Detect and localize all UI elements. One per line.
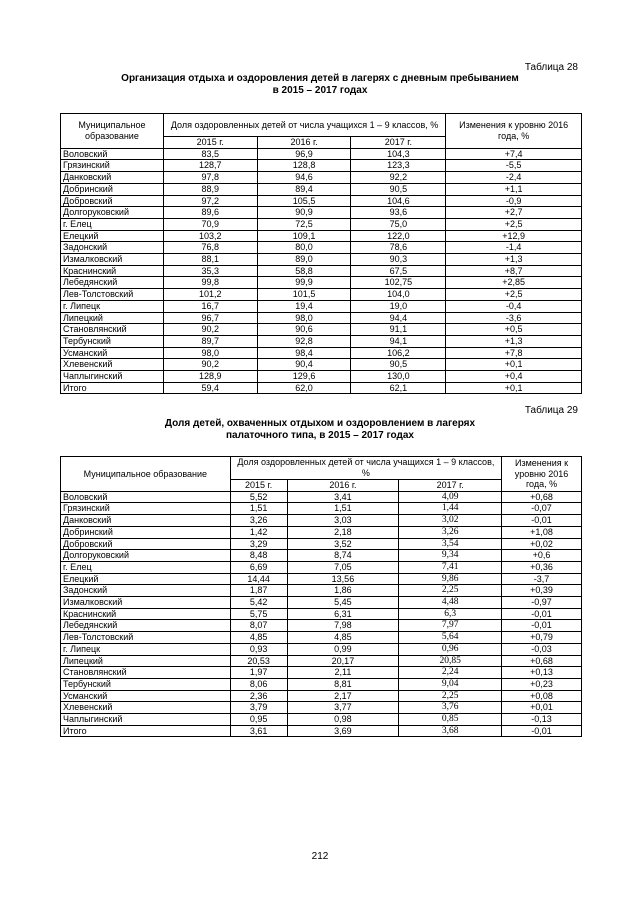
table-row: [61, 300, 582, 312]
page-number: 212: [311, 851, 329, 862]
value-2017-cell: 102,75: [351, 277, 446, 289]
value-2016-cell: 2,18: [287, 526, 399, 538]
value-2016-cell: 5,45: [287, 597, 399, 609]
table-row: [61, 678, 582, 690]
change-cell: -3,7: [502, 573, 582, 585]
table-row: [61, 347, 582, 359]
table-row: [61, 172, 582, 184]
municipality-cell: Чаплыгинский: [61, 714, 231, 726]
table29-year-2015: 2015 г.: [230, 480, 287, 492]
value-2015-cell: 89,6: [163, 207, 257, 219]
value-2017-cell: 7,97: [399, 620, 502, 632]
table-row: [61, 335, 582, 347]
table28: [60, 113, 582, 394]
value-2015-cell: 1,97: [230, 667, 287, 679]
municipality-cell: Итого: [61, 382, 164, 394]
value-2016-cell: 89,4: [257, 183, 351, 195]
value-2016-cell: 19,4: [257, 300, 351, 312]
value-2017-cell: 130,0: [351, 371, 446, 383]
value-2015-cell: 20,53: [230, 655, 287, 667]
change-cell: +0,01: [502, 702, 582, 714]
municipality-cell: Краснинский: [61, 265, 164, 277]
value-2017-cell: 92,2: [351, 172, 446, 184]
value-2017-cell: 90,5: [351, 183, 446, 195]
municipality-cell: Тербунский: [61, 335, 164, 347]
change-cell: +1,08: [502, 526, 582, 538]
value-2015-cell: 5,75: [230, 608, 287, 620]
table-row: [61, 655, 582, 667]
municipality-cell: Становлянский: [61, 667, 231, 679]
value-2017-cell: 78,6: [351, 242, 446, 254]
value-2017-cell: 3,68: [399, 725, 502, 737]
table-row: [61, 597, 582, 609]
table-row: [61, 359, 582, 371]
value-2017-cell: 0,96: [399, 643, 502, 655]
table-row: [61, 265, 582, 277]
table-row: [61, 690, 582, 702]
value-2015-cell: 1,87: [230, 585, 287, 597]
value-2016-cell: 3,77: [287, 702, 399, 714]
value-2015-cell: 88,9: [163, 183, 257, 195]
table-row: [61, 148, 582, 160]
value-2016-cell: 109,1: [257, 230, 351, 242]
table-row: [61, 324, 582, 336]
value-2015-cell: 97,8: [163, 172, 257, 184]
change-cell: +0,1: [446, 382, 582, 394]
municipality-cell: Долгоруковский: [61, 550, 231, 562]
change-cell: +0,23: [502, 678, 582, 690]
change-cell: +0,02: [502, 538, 582, 550]
municipality-cell: Усманский: [61, 690, 231, 702]
municipality-cell: Воловский: [61, 148, 164, 160]
table-row: [61, 503, 582, 515]
value-2016-cell: 62,0: [257, 382, 351, 394]
value-2015-cell: 1,51: [230, 503, 287, 515]
value-2015-cell: 3,29: [230, 538, 287, 550]
value-2015-cell: 6,69: [230, 561, 287, 573]
value-2016-cell: 129,6: [257, 371, 351, 383]
value-2017-cell: 106,2: [351, 347, 446, 359]
table-row: [61, 561, 582, 573]
change-cell: -2,4: [446, 172, 582, 184]
value-2015-cell: 5,52: [230, 491, 287, 503]
value-2017-cell: 5,64: [399, 632, 502, 644]
table-row: [61, 371, 582, 383]
value-2017-cell: 9,34: [399, 550, 502, 562]
value-2016-cell: 2,11: [287, 667, 399, 679]
table-row: [61, 218, 582, 230]
value-2017-cell: 62,1: [351, 382, 446, 394]
value-2016-cell: 90,6: [257, 324, 351, 336]
value-2016-cell: 8,81: [287, 678, 399, 690]
change-cell: +2,7: [446, 207, 582, 219]
value-2016-cell: 96,9: [257, 148, 351, 160]
municipality-cell: Лебедянский: [61, 620, 231, 632]
value-2015-cell: 70,9: [163, 218, 257, 230]
value-2015-cell: 3,79: [230, 702, 287, 714]
value-2015-cell: 8,06: [230, 678, 287, 690]
municipality-cell: Измалковский: [61, 597, 231, 609]
change-cell: -0,01: [502, 608, 582, 620]
value-2017-cell: 3,26: [399, 526, 502, 538]
municipality-cell: Итого: [61, 725, 231, 737]
table-row: [61, 702, 582, 714]
table29-title-line1: Доля детей, охваченных отдыхом и оздоровлением в лагерях: [164, 418, 476, 429]
value-2015-cell: 59,4: [163, 382, 257, 394]
value-2016-cell: 89,0: [257, 254, 351, 266]
value-2017-cell: 7,41: [399, 561, 502, 573]
table-row: [61, 714, 582, 726]
table-row: [61, 312, 582, 324]
table28-year-2017: 2017 г.: [351, 137, 446, 149]
table28-year-2016: 2016 г.: [257, 137, 351, 149]
value-2016-cell: 98,0: [257, 312, 351, 324]
municipality-cell: Данковский: [61, 172, 164, 184]
table28-title-line2: в 2015 – 2017 годах: [272, 85, 368, 96]
change-cell: -0,03: [502, 643, 582, 655]
table-row: [61, 667, 582, 679]
change-cell: +1,1: [446, 183, 582, 195]
value-2015-cell: 99,8: [163, 277, 257, 289]
table29-year-2017: 2017 г.: [399, 480, 502, 492]
value-2017-cell: 3,54: [399, 538, 502, 550]
municipality-cell: г. Елец: [61, 218, 164, 230]
change-cell: +2,5: [446, 289, 582, 301]
change-cell: +0,39: [502, 585, 582, 597]
value-2017-cell: 0,85: [399, 714, 502, 726]
change-cell: +0,68: [502, 491, 582, 503]
value-2016-cell: 101,5: [257, 289, 351, 301]
table-row: [61, 207, 582, 219]
value-2016-cell: 92,8: [257, 335, 351, 347]
table29-label: Таблица 29: [524, 405, 578, 416]
change-cell: +0,08: [502, 690, 582, 702]
municipality-cell: Воловский: [61, 491, 231, 503]
value-2017-cell: 19,0: [351, 300, 446, 312]
value-2017-cell: 2,24: [399, 667, 502, 679]
change-cell: +1,3: [446, 335, 582, 347]
value-2015-cell: 35,3: [163, 265, 257, 277]
change-cell: -5,5: [446, 160, 582, 172]
value-2016-cell: 72,5: [257, 218, 351, 230]
value-2017-cell: 104,6: [351, 195, 446, 207]
value-2016-cell: 3,52: [287, 538, 399, 550]
municipality-cell: Усманский: [61, 347, 164, 359]
value-2017-cell: 75,0: [351, 218, 446, 230]
municipality-cell: Липецкий: [61, 655, 231, 667]
value-2016-cell: 7,05: [287, 561, 399, 573]
municipality-cell: Задонский: [61, 585, 231, 597]
municipality-cell: Грязинский: [61, 503, 231, 515]
value-2016-cell: 128,8: [257, 160, 351, 172]
value-2015-cell: 0,93: [230, 643, 287, 655]
value-2015-cell: 3,26: [230, 515, 287, 527]
change-cell: -0,01: [502, 620, 582, 632]
table28-header-municipality: Муниципальное образование: [61, 114, 164, 149]
municipality-cell: Хлевенский: [61, 702, 231, 714]
value-2015-cell: 90,2: [163, 359, 257, 371]
table-row: [61, 277, 582, 289]
value-2015-cell: 5,42: [230, 597, 287, 609]
value-2016-cell: 58,8: [257, 265, 351, 277]
table-row: [61, 382, 582, 394]
table-row: [61, 526, 582, 538]
municipality-cell: Липецкий: [61, 312, 164, 324]
table29-header-change: Изменения к уровню 2016 года, %: [502, 457, 582, 492]
value-2017-cell: 122,0: [351, 230, 446, 242]
table-row: [61, 515, 582, 527]
municipality-cell: Елецкий: [61, 230, 164, 242]
value-2017-cell: 1,44: [399, 503, 502, 515]
table-row: [61, 620, 582, 632]
table29: [60, 456, 582, 737]
table-row: [61, 160, 582, 172]
value-2015-cell: 8,07: [230, 620, 287, 632]
table-row: [61, 254, 582, 266]
value-2017-cell: 9,86: [399, 573, 502, 585]
table29-year-2016: 2016 г.: [287, 480, 399, 492]
municipality-cell: Хлевенский: [61, 359, 164, 371]
value-2016-cell: 6,31: [287, 608, 399, 620]
change-cell: -0,97: [502, 597, 582, 609]
municipality-cell: Лебедянский: [61, 277, 164, 289]
value-2015-cell: 4,85: [230, 632, 287, 644]
value-2017-cell: 2,25: [399, 585, 502, 597]
value-2015-cell: 128,7: [163, 160, 257, 172]
change-cell: +2,5: [446, 218, 582, 230]
value-2015-cell: 2,36: [230, 690, 287, 702]
value-2016-cell: 1,51: [287, 503, 399, 515]
value-2017-cell: 94,4: [351, 312, 446, 324]
value-2015-cell: 96,7: [163, 312, 257, 324]
table-row: [61, 538, 582, 550]
value-2015-cell: 103,2: [163, 230, 257, 242]
table-row: [61, 195, 582, 207]
value-2016-cell: 90,4: [257, 359, 351, 371]
table-row: [61, 725, 582, 737]
value-2017-cell: 94,1: [351, 335, 446, 347]
value-2016-cell: 8,74: [287, 550, 399, 562]
table29-header-municipality: Муниципальное образование: [61, 457, 231, 492]
table28-year-2015: 2015 г.: [163, 137, 257, 149]
table28-body: [61, 148, 582, 394]
municipality-cell: Добринский: [61, 183, 164, 195]
change-cell: +0,4: [446, 371, 582, 383]
change-cell: +1,3: [446, 254, 582, 266]
change-cell: -0,13: [502, 714, 582, 726]
change-cell: -3,6: [446, 312, 582, 324]
value-2015-cell: 1,42: [230, 526, 287, 538]
table-row: [61, 242, 582, 254]
value-2015-cell: 16,7: [163, 300, 257, 312]
municipality-cell: Добровский: [61, 195, 164, 207]
value-2017-cell: 4,09: [399, 491, 502, 503]
value-2015-cell: 8,48: [230, 550, 287, 562]
value-2016-cell: 7,98: [287, 620, 399, 632]
change-cell: +0,36: [502, 561, 582, 573]
change-cell: -0,07: [502, 503, 582, 515]
value-2016-cell: 13,56: [287, 573, 399, 585]
value-2017-cell: 2,25: [399, 690, 502, 702]
value-2017-cell: 6,3: [399, 608, 502, 620]
table-row: [61, 585, 582, 597]
table-row: [61, 491, 582, 503]
table-row: [61, 632, 582, 644]
value-2016-cell: 94,6: [257, 172, 351, 184]
value-2015-cell: 128,9: [163, 371, 257, 383]
value-2015-cell: 14,44: [230, 573, 287, 585]
table29-title-line2: палаточного типа, в 2015 – 2017 годах: [225, 430, 414, 441]
value-2015-cell: 88,1: [163, 254, 257, 266]
municipality-cell: Измалковский: [61, 254, 164, 266]
value-2016-cell: 1,86: [287, 585, 399, 597]
value-2015-cell: 0,95: [230, 714, 287, 726]
table28-label: Таблица 28: [524, 62, 578, 73]
change-cell: -0,01: [502, 515, 582, 527]
change-cell: -1,4: [446, 242, 582, 254]
change-cell: +12,9: [446, 230, 582, 242]
value-2016-cell: 0,98: [287, 714, 399, 726]
change-cell: +0,5: [446, 324, 582, 336]
value-2016-cell: 3,69: [287, 725, 399, 737]
table28-header-share: Доля оздоровленных детей от числа учащихся 1 – 9 классов, %: [163, 114, 445, 137]
table29-title: [60, 418, 580, 442]
table-row: [61, 573, 582, 585]
change-cell: +0,13: [502, 667, 582, 679]
municipality-cell: Лев-Толстовский: [61, 632, 231, 644]
municipality-cell: Долгоруковский: [61, 207, 164, 219]
municipality-cell: Добринский: [61, 526, 231, 538]
value-2015-cell: 101,2: [163, 289, 257, 301]
value-2015-cell: 76,8: [163, 242, 257, 254]
value-2016-cell: 3,03: [287, 515, 399, 527]
table28-header-change: Изменения к уровню 2016 года, %: [446, 114, 582, 149]
municipality-cell: Тербунский: [61, 678, 231, 690]
value-2017-cell: 20,85: [399, 655, 502, 667]
change-cell: +7,4: [446, 148, 582, 160]
value-2016-cell: 105,5: [257, 195, 351, 207]
change-cell: +2,85: [446, 277, 582, 289]
table28-title: [60, 73, 580, 97]
municipality-cell: г. Липецк: [61, 643, 231, 655]
change-cell: +0,68: [502, 655, 582, 667]
municipality-cell: г. Липецк: [61, 300, 164, 312]
municipality-cell: Грязинский: [61, 160, 164, 172]
table-row: [61, 183, 582, 195]
municipality-cell: Добровский: [61, 538, 231, 550]
value-2016-cell: 0,99: [287, 643, 399, 655]
value-2017-cell: 104,0: [351, 289, 446, 301]
value-2016-cell: 3,41: [287, 491, 399, 503]
change-cell: +8,7: [446, 265, 582, 277]
table29-header-share: Доля оздоровленных детей от числа учащихся 1 – 9 классов, %: [230, 457, 501, 480]
value-2017-cell: 90,3: [351, 254, 446, 266]
municipality-cell: Чаплыгинский: [61, 371, 164, 383]
value-2017-cell: 4,48: [399, 597, 502, 609]
value-2015-cell: 3,61: [230, 725, 287, 737]
value-2017-cell: 104,3: [351, 148, 446, 160]
table-row: [61, 230, 582, 242]
value-2017-cell: 93,6: [351, 207, 446, 219]
value-2016-cell: 99,9: [257, 277, 351, 289]
change-cell: -0,01: [502, 725, 582, 737]
value-2015-cell: 83,5: [163, 148, 257, 160]
value-2017-cell: 91,1: [351, 324, 446, 336]
value-2016-cell: 20,17: [287, 655, 399, 667]
change-cell: +0,79: [502, 632, 582, 644]
table-row: [61, 550, 582, 562]
value-2016-cell: 80,0: [257, 242, 351, 254]
table29-body: [61, 491, 582, 737]
municipality-cell: Задонский: [61, 242, 164, 254]
value-2017-cell: 3,02: [399, 515, 502, 527]
table-row: [61, 608, 582, 620]
change-cell: -0,9: [446, 195, 582, 207]
municipality-cell: Елецкий: [61, 573, 231, 585]
value-2016-cell: 90,9: [257, 207, 351, 219]
value-2017-cell: 123,3: [351, 160, 446, 172]
municipality-cell: г. Елец: [61, 561, 231, 573]
value-2015-cell: 90,2: [163, 324, 257, 336]
value-2016-cell: 4,85: [287, 632, 399, 644]
value-2017-cell: 9,04: [399, 678, 502, 690]
municipality-cell: Лев-Толстовский: [61, 289, 164, 301]
municipality-cell: Краснинский: [61, 608, 231, 620]
change-cell: -0,4: [446, 300, 582, 312]
change-cell: +0,1: [446, 359, 582, 371]
value-2015-cell: 98,0: [163, 347, 257, 359]
municipality-cell: Становлянский: [61, 324, 164, 336]
value-2017-cell: 3,76: [399, 702, 502, 714]
value-2015-cell: 97,2: [163, 195, 257, 207]
change-cell: +7,8: [446, 347, 582, 359]
municipality-cell: Данковский: [61, 515, 231, 527]
value-2015-cell: 89,7: [163, 335, 257, 347]
change-cell: +0,6: [502, 550, 582, 562]
table-row: [61, 289, 582, 301]
value-2017-cell: 90,5: [351, 359, 446, 371]
table-row: [61, 643, 582, 655]
value-2017-cell: 67,5: [351, 265, 446, 277]
value-2016-cell: 98,4: [257, 347, 351, 359]
table28-title-line1: Организация отдыха и оздоровления детей в лагерях с дневным пребыванием: [121, 73, 519, 84]
value-2016-cell: 2,17: [287, 690, 399, 702]
